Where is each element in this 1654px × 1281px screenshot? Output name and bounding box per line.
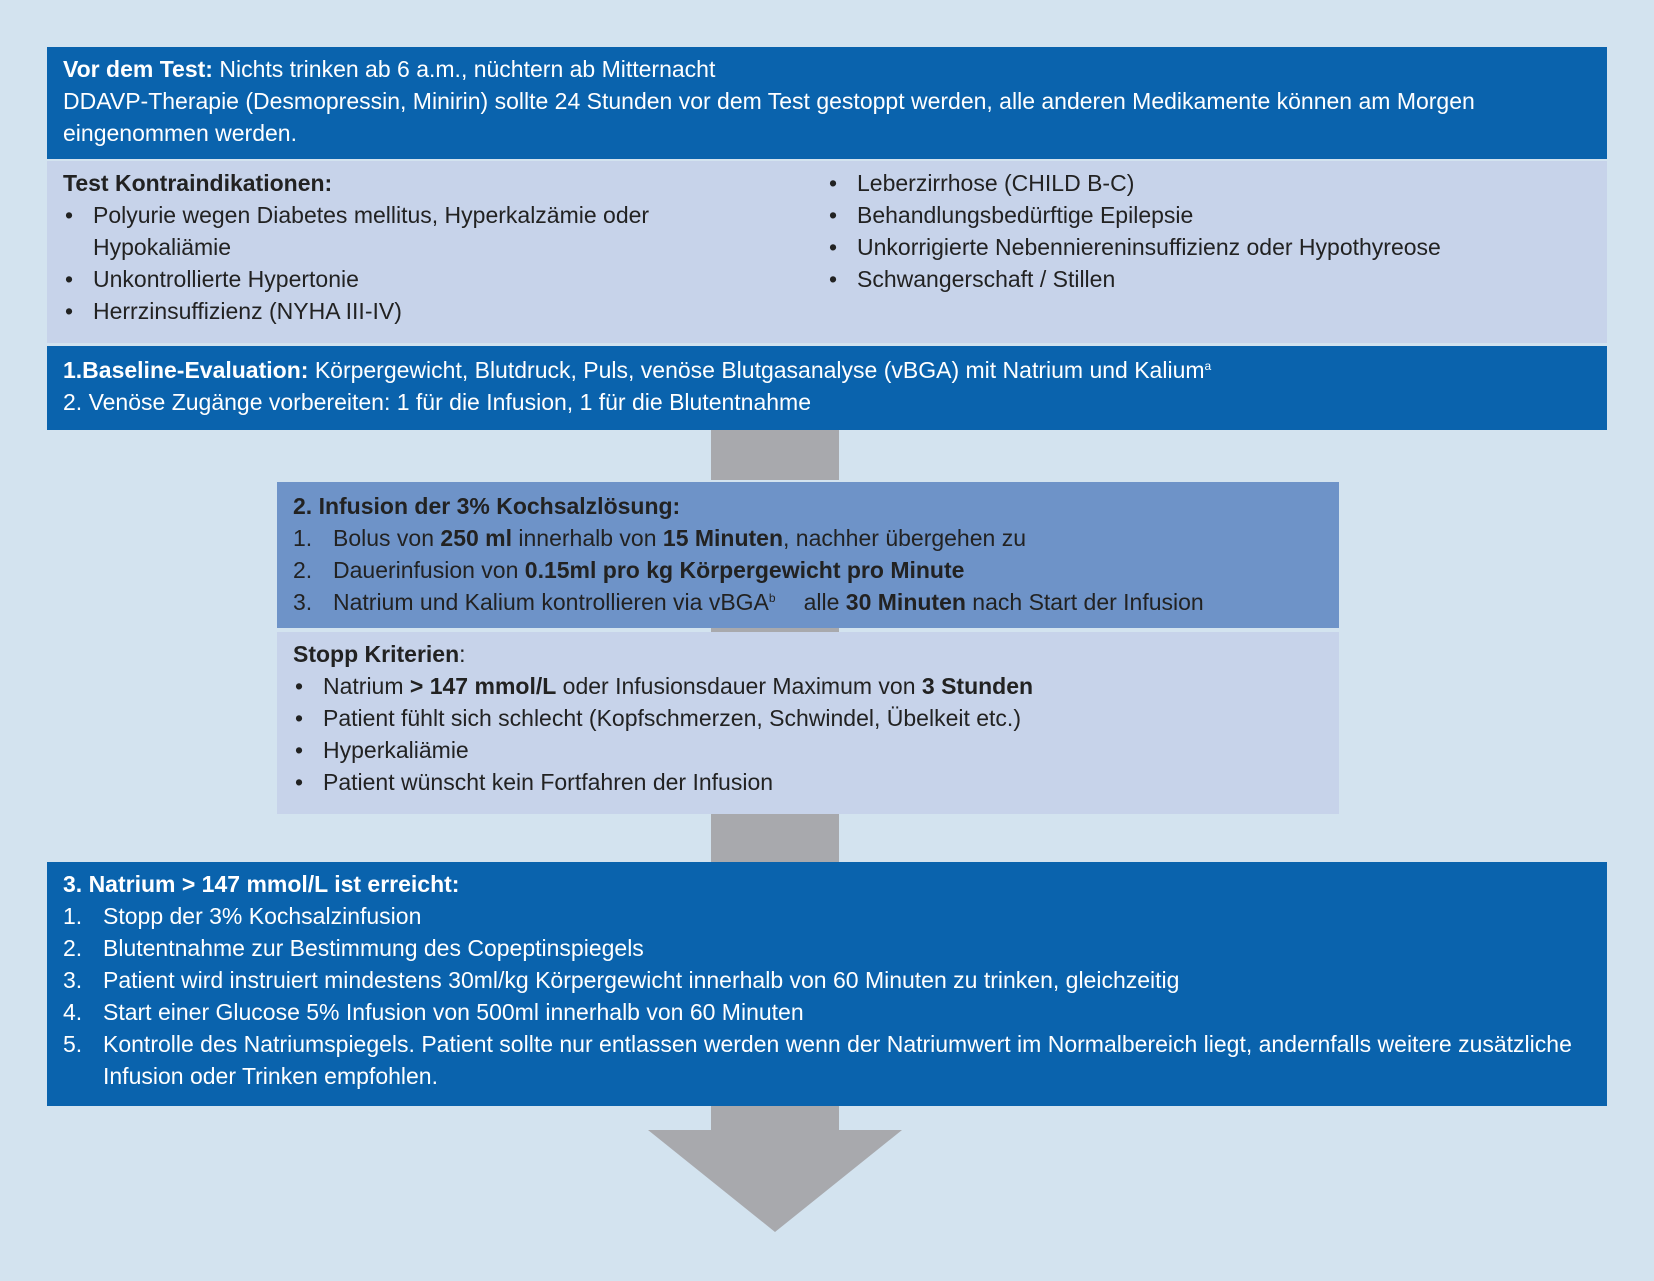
stopp-item: • Patient wünscht kein Fortfahren der Infusion <box>293 766 1323 798</box>
natrium-step-text: Patient wird instruiert mindestens 30ml/kg Körpergewicht innerhalb von 60 Minuten zu trinken, gleichzeitig <box>103 967 1180 993</box>
kontraindikation-item: • Unkontrollierte Hypertonie <box>63 263 763 295</box>
kontraindikationen-left-list <box>63 199 763 327</box>
baseline-heading: 1.Baseline-Evaluation: <box>63 357 309 383</box>
infusion-item-1 <box>293 522 1323 554</box>
kontraindikation-item: • Polyurie wegen Diabetes mellitus, Hyperkalzämie oder Hypokaliämie <box>63 199 763 263</box>
down-arrow-shape <box>648 1100 902 1232</box>
natrium-step-number: 4. <box>63 999 83 1025</box>
stopp-item-text: oder Infusionsdauer Maximum von <box>556 673 922 699</box>
vor-dem-test-heading: Vor dem Test: <box>63 56 213 82</box>
infusion-item-number: 1. <box>293 525 313 551</box>
vor-dem-test-box <box>47 47 1607 159</box>
stopp-item-text: Natrium <box>323 673 410 699</box>
down-arrow <box>640 1100 920 1240</box>
baseline-line2: 2. Venöse Zugänge vorbereiten: 1 für die Infusion, 1 für die Blutentnahme <box>63 389 811 415</box>
infusion-item-number: 3. <box>293 589 313 615</box>
infusion-bolus-volume: 250 ml <box>440 525 513 551</box>
baseline-line1 <box>63 354 1591 386</box>
kontraindikation-item: • Schwangerschaft / Stillen <box>827 263 1587 295</box>
kontraindikation-item: • Unkorrigierte Nebenniereninsuffizienz oder Hypothyreose <box>827 231 1587 263</box>
natrium-step-text: Stopp der 3% Kochsalzinfusion <box>103 903 422 929</box>
infusion-item-number: 2. <box>293 557 313 583</box>
connector-stopp-to-natrium <box>711 810 839 862</box>
vor-dem-test-text1: Nichts trinken ab 6 a.m., nüchtern ab Mitternacht <box>219 56 716 82</box>
natrium-step-number: 2. <box>63 935 83 961</box>
infusion-item-text: Dauerinfusion von <box>333 557 525 583</box>
infusion-item-2 <box>293 554 1323 586</box>
stopp-natrium-threshold: > 147 mmol/L <box>409 673 557 699</box>
infusion-bolus-duration: 15 Minuten <box>662 525 784 551</box>
kontraindikation-item: • Herrzinsuffizienz (NYHA III-IV) <box>63 295 763 327</box>
infusion-heading-text: 2. Infusion der 3% Kochsalzlösung: <box>293 493 681 519</box>
stopp-heading <box>293 638 1323 670</box>
baseline-text: Körpergewicht, Blutdruck, Puls, venöse Blutgasanalyse (vBGA) mit Natrium und Kalium <box>314 357 1205 383</box>
natrium-step <box>63 932 1593 964</box>
infusion-item-text: innerhalb von <box>512 525 663 551</box>
natrium-heading-text: 3. Natrium > 147 mmol/L ist erreicht: <box>63 871 460 897</box>
kontraindikationen-box <box>47 161 1607 343</box>
infusion-footnote-b: b <box>768 591 776 605</box>
kontraindikationen-heading-text: Test Kontraindikationen: <box>63 170 333 196</box>
infusion-item-text: , nachher übergehen zu <box>783 525 1026 551</box>
baseline-footnote-a: a <box>1204 359 1212 373</box>
natrium-step-number: 5. <box>63 1031 83 1057</box>
natrium-step <box>63 1028 1593 1092</box>
natrium-step-text: Blutentnahme zur Bestimmung des Copeptinspiegels <box>103 935 644 961</box>
infusion-box <box>277 482 1339 628</box>
vor-dem-test-line1 <box>63 53 1591 85</box>
kontraindikation-item: • Leberzirrhose (CHILD B-C) <box>827 167 1587 199</box>
stopp-list <box>293 670 1323 798</box>
natrium-erreicht-box <box>47 862 1607 1106</box>
stopp-max-duration: 3 Stunden <box>921 673 1034 699</box>
stopp-item: • Hyperkaliämie <box>293 734 1323 766</box>
infusion-item-text: Natrium und Kalium kontrollieren via vBGA <box>333 589 769 615</box>
natrium-list <box>63 900 1593 1092</box>
natrium-step-text: Kontrolle des Natriumspiegels. Patient sollte nur entlassen werden wenn der Natriumwert im Normalbereich liegt, andernfalls weitere zusätzliche Infusion oder Trinken empfohlen. <box>103 1031 1572 1089</box>
vor-dem-test-text2: DDAVP-Therapie (Desmopressin, Minirin) sollte 24 Stunden vor dem Test gestoppt werden, alle anderen Medikamente können am Morgen eingenommen werden. <box>63 88 1475 146</box>
infusion-heading <box>293 490 1323 522</box>
stopp-heading-colon: : <box>459 641 466 667</box>
natrium-step <box>63 900 1593 932</box>
infusion-item-text: nach Start der Infusion <box>965 589 1204 615</box>
kontraindikationen-right-list <box>827 167 1587 295</box>
kontraindikation-item: • Behandlungsbedürftige Epilepsie <box>827 199 1587 231</box>
infusion-interval: 30 Minuten <box>845 589 966 615</box>
natrium-heading <box>63 868 1591 900</box>
natrium-step <box>63 964 1593 996</box>
stopp-item: • Patient fühlt sich schlecht (Kopfschmerzen, Schwindel, Übelkeit etc.) <box>293 702 1323 734</box>
infusion-item-3 <box>293 586 1323 618</box>
stopp-item-1 <box>293 670 1323 702</box>
natrium-step-number: 1. <box>63 903 83 929</box>
stopp-kriterien-box <box>277 632 1339 814</box>
natrium-step-text: Start einer Glucose 5% Infusion von 500ml innerhalb von 60 Minuten <box>103 999 804 1025</box>
infusion-list <box>293 522 1323 618</box>
infusion-item-text: alle <box>803 589 846 615</box>
natrium-step <box>63 996 1593 1028</box>
baseline-box <box>47 346 1607 430</box>
infusion-item-text: Bolus von <box>333 525 441 551</box>
infusion-rate: 0.15ml pro kg Körpergewicht pro Minute <box>524 557 965 583</box>
stopp-heading-text: Stopp Kriterien <box>293 641 460 667</box>
natrium-step-number: 3. <box>63 967 83 993</box>
